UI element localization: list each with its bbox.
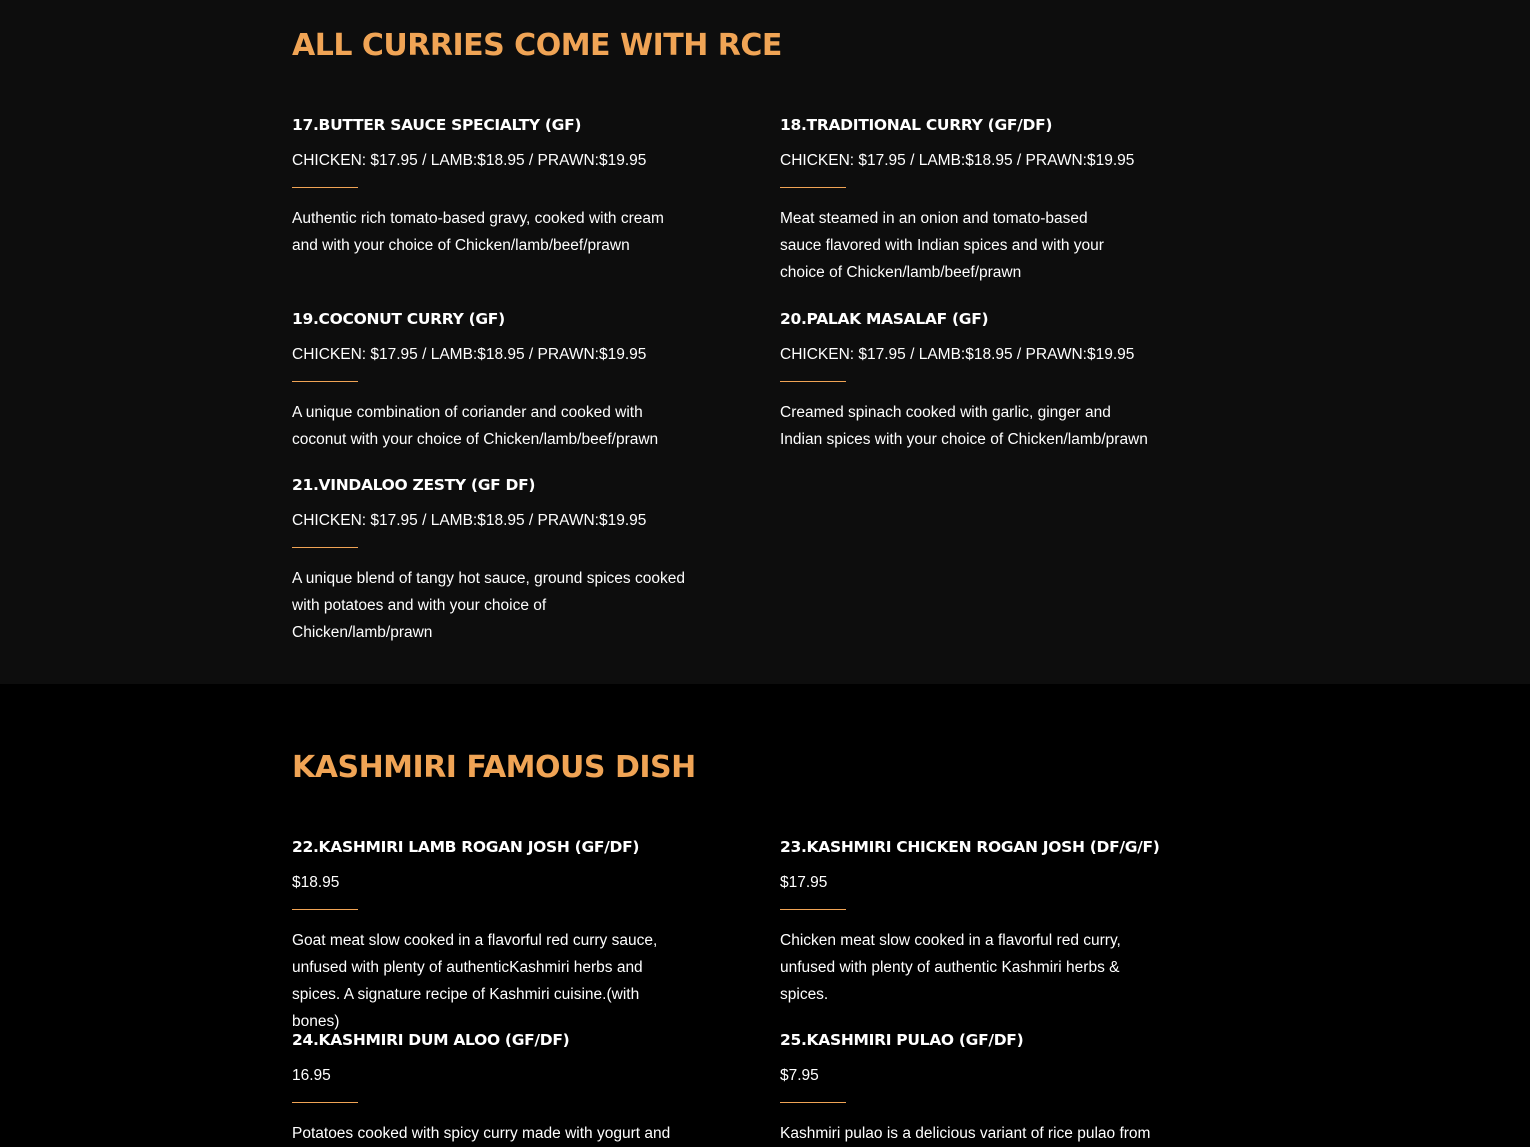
menu-item-name: 17.BUTTER SAUCE SPECIALTY (GF) — [292, 116, 582, 134]
menu-item-name: 24.KASHMIRI DUM ALOO (GF/DF) — [292, 1031, 570, 1049]
menu-item-chicken-rogan-josh — [780, 837, 1180, 1008]
menu-item-description: Creamed spinach cooked with garlic, ginger and Indian spices with your choice of Chicken/lamb/prawn — [780, 404, 1148, 448]
menu-item-name: 21.VINDALOO ZESTY (GF DF) — [292, 476, 536, 494]
curries-section-title: ALL CURRIES COME WITH RCE — [292, 28, 782, 63]
menu-item-divider — [780, 1102, 846, 1103]
menu-item-kashmiri-pulao — [780, 1030, 1180, 1147]
menu-item-name: 23.KASHMIRI CHICKEN ROGAN JOSH (DF/G/F) — [780, 838, 1160, 856]
menu-item-description: Meat steamed in an onion and tomato-based sauce flavored with Indian spices and with your choice of Chicken/lamb/beef/prawn — [780, 210, 1104, 281]
menu-item-divider — [292, 909, 358, 910]
menu-item-price: CHICKEN: $17.95 / LAMB:$18.95 / PRAWN:$19.95 — [292, 152, 647, 169]
menu-item-price: CHICKEN: $17.95 / LAMB:$18.95 / PRAWN:$19.95 — [780, 152, 1135, 169]
menu-item-price: $18.95 — [292, 874, 340, 891]
menu-item-divider — [780, 381, 846, 382]
menu-item-price: CHICKEN: $17.95 / LAMB:$18.95 / PRAWN:$19.95 — [780, 346, 1135, 363]
menu-item-coconut-curry — [292, 309, 692, 453]
menu-item-price: $7.95 — [780, 1067, 819, 1084]
menu-item-butter-sauce — [292, 115, 692, 259]
menu-item-lamb-rogan-josh — [292, 837, 692, 1035]
kashmiri-section-title: KASHMIRI FAMOUS DISH — [292, 750, 696, 785]
menu-item-price: $17.95 — [780, 874, 828, 891]
menu-item-name: 19.COCONUT CURRY (GF) — [292, 310, 505, 328]
menu-item-name: 20.PALAK MASALAF (GF) — [780, 310, 989, 328]
menu-item-description: Kashmiri pulao is a delicious variant of rice pulao from — [780, 1125, 1151, 1142]
menu-item-description: A unique blend of tangy hot sauce, ground spices cooked with potatoes and with your choice of Chicken/lamb/prawn — [292, 570, 685, 641]
menu-item-description: A unique combination of coriander and cooked with coconut with your choice of Chicken/lamb/beef/prawn — [292, 404, 659, 448]
menu-item-palak-masala — [780, 309, 1180, 453]
menu-item-traditional-curry — [780, 115, 1180, 286]
menu-item-name: 25.KASHMIRI PULAO (GF/DF) — [780, 1031, 1024, 1049]
menu-item-description: Chicken meat slow cooked in a flavorful red curry, unfused with plenty of authentic Kashmiri herbs & spices. — [780, 932, 1121, 1003]
menu-item-description: Potatoes cooked with spicy curry made with yogurt and — [292, 1125, 671, 1142]
menu-item-divider — [780, 187, 846, 188]
menu-item-divider — [292, 1102, 358, 1103]
menu-item-price: CHICKEN: $17.95 / LAMB:$18.95 / PRAWN:$19.95 — [292, 346, 647, 363]
menu-item-price: CHICKEN: $17.95 / LAMB:$18.95 / PRAWN:$19.95 — [292, 512, 647, 529]
menu-item-description: Goat meat slow cooked in a flavorful red curry sauce, unfused with plenty of authenticKashmiri herbs and spices. A signature recipe of Kashmiri cuisine.(with bones) — [292, 932, 658, 1030]
menu-item-price: 16.95 — [292, 1067, 331, 1084]
menu-item-dum-aloo — [292, 1030, 692, 1147]
menu-item-name: 18.TRADITIONAL CURRY (GF/DF) — [780, 116, 1053, 134]
menu-item-vindaloo — [292, 475, 692, 646]
kashmiri-section — [0, 684, 1530, 1142]
menu-item-divider — [780, 909, 846, 910]
menu-item-divider — [292, 381, 358, 382]
menu-item-divider — [292, 547, 358, 548]
menu-item-name: 22.KASHMIRI LAMB ROGAN JOSH (GF/DF) — [292, 838, 640, 856]
menu-item-description: Authentic rich tomato-based gravy, cooked with cream and with your choice of Chicken/lamb/beef/prawn — [292, 210, 664, 254]
menu-item-divider — [292, 187, 358, 188]
